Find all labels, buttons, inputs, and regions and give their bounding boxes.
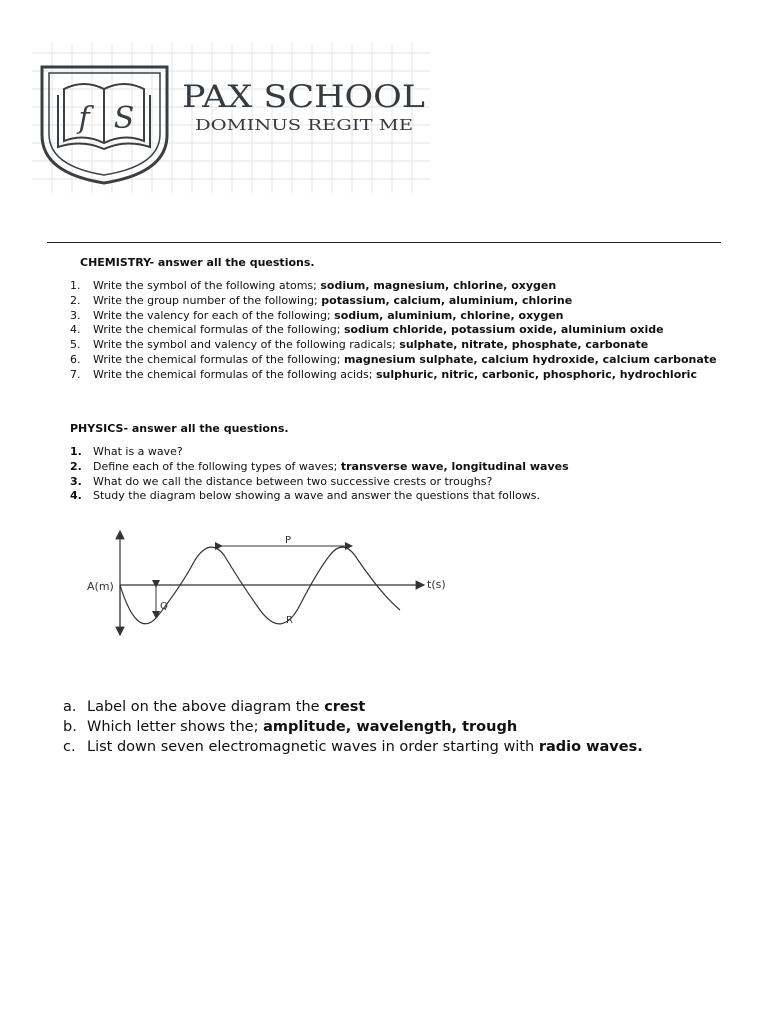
- y-axis-label: A(m): [87, 580, 114, 593]
- label-q: Q: [160, 601, 168, 612]
- wave-diagram: [82, 525, 462, 645]
- sub-question: [63, 697, 663, 717]
- chemistry-question: [70, 353, 720, 368]
- label-r: R: [286, 615, 293, 626]
- physics-question: [70, 460, 720, 475]
- school-name: PAX SCHOOL: [182, 79, 425, 115]
- chemistry-questions: [70, 279, 720, 383]
- question-keywords: sodium, aluminium, chlorine, oxygen: [334, 308, 564, 322]
- question-number: 4.: [70, 489, 82, 503]
- physics-question: [70, 445, 720, 460]
- question-keywords: potassium, calcium, aluminium, chlorine: [321, 293, 573, 307]
- question-text: Write the chemical formulas of the following acids;: [93, 367, 376, 381]
- chemistry-question: [70, 368, 720, 383]
- chemistry-question: [70, 323, 720, 338]
- chemistry-question: [70, 294, 720, 309]
- question-keywords: radio waves.: [538, 739, 643, 755]
- question-text: Write the chemical formulas of the following;: [93, 352, 344, 366]
- chemistry-title: CHEMISTRY- answer all the questions.: [80, 256, 315, 269]
- question-keywords: transverse wave, longitudinal waves: [340, 459, 569, 473]
- label-p: P: [285, 535, 292, 546]
- monogram-left: f: [78, 101, 90, 136]
- monogram-right: S: [113, 101, 135, 136]
- question-text: Write the symbol of the following atoms;: [93, 279, 321, 292]
- x-axis-label: t(s): [427, 578, 446, 591]
- chemistry-question: [70, 279, 720, 294]
- chemistry-question: [70, 309, 720, 324]
- question-number: 7.: [70, 367, 81, 381]
- question-number: 3.: [70, 308, 81, 322]
- question-number: 1.: [70, 445, 82, 458]
- question-keywords: sodium, magnesium, chlorine, oxygen: [320, 279, 557, 292]
- question-text: Write the chemical formulas of the following;: [93, 323, 344, 337]
- question-text: What do we call the distance between two successive crests or troughs?: [93, 474, 493, 488]
- question-keywords: sulphate, nitrate, phosphate, carbonate: [399, 338, 649, 352]
- question-number: c.: [63, 739, 76, 755]
- physics-title: PHYSICS- answer all the questions.: [70, 422, 289, 435]
- question-number: 2.: [70, 293, 81, 307]
- sub-question: [63, 717, 663, 737]
- question-text: What is a wave?: [93, 445, 183, 458]
- question-number: 4.: [70, 323, 81, 337]
- question-keywords: crest: [324, 699, 366, 715]
- question-number: a.: [63, 699, 77, 715]
- question-text: Define each of the following types of waves;: [93, 459, 341, 473]
- question-text: Which letter shows the;: [87, 719, 264, 735]
- chemistry-question: [70, 338, 720, 353]
- question-text: Write the group number of the following;: [93, 293, 322, 307]
- question-keywords: magnesium sulphate, calcium hydroxide, calcium carbonate: [343, 352, 717, 366]
- question-number: 3.: [70, 474, 82, 488]
- question-text: List down seven electromagnetic waves in order starting with: [87, 739, 539, 755]
- question-number: b.: [63, 719, 77, 735]
- question-text: Study the diagram below showing a wave and answer the questions that follows.: [93, 489, 540, 503]
- physics-question: [70, 475, 720, 490]
- question-number: 1.: [70, 279, 81, 292]
- question-keywords: amplitude, wavelength, trough: [263, 719, 518, 735]
- school-motto: DOMINUS REGIT ME: [195, 116, 413, 134]
- question-text: Write the valency for each of the following;: [93, 308, 335, 322]
- sub-questions: [63, 697, 663, 757]
- question-keywords: sodium chloride, potassium oxide, aluminium oxide: [343, 323, 664, 337]
- header-divider: [47, 242, 721, 243]
- school-logo: [32, 43, 430, 193]
- physics-question: [70, 489, 720, 504]
- question-text: Write the symbol and valency of the following radicals;: [93, 338, 400, 352]
- sub-question: [63, 737, 663, 757]
- question-text: Label on the above diagram the: [87, 699, 325, 715]
- question-number: 5.: [70, 338, 81, 352]
- question-number: 6.: [70, 352, 81, 366]
- question-keywords: sulphuric, nitric, carbonic, phosphoric, hydrochloric: [376, 367, 697, 381]
- physics-questions: [70, 445, 720, 504]
- question-number: 2.: [70, 459, 82, 473]
